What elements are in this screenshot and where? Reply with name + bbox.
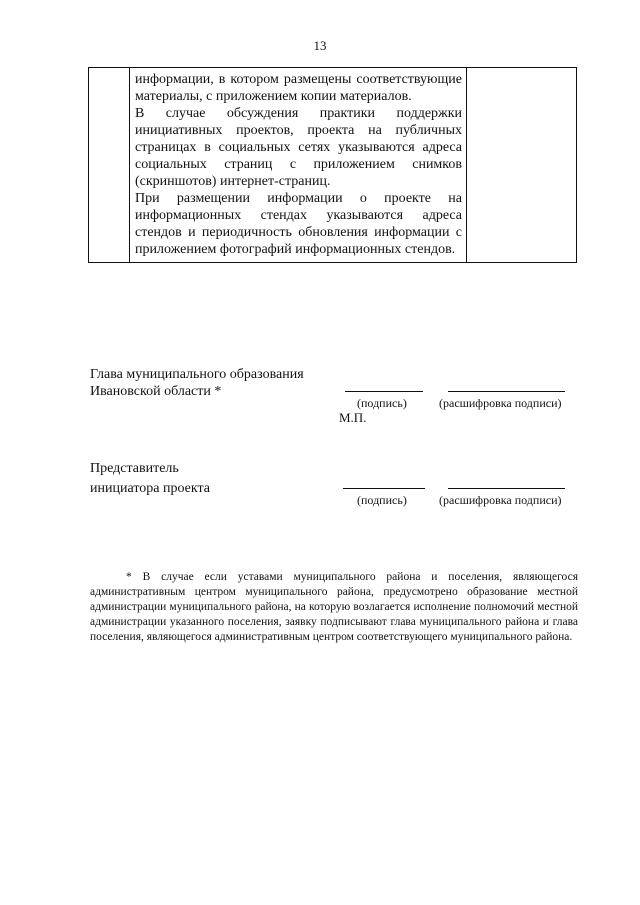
signer-title-line2: инициатора проекта — [90, 481, 210, 496]
table-cell-description — [130, 68, 467, 263]
stamp-placeholder: М.П. — [339, 410, 367, 425]
signature-caption: (подпись) — [357, 396, 407, 410]
table-cell-number — [89, 68, 130, 263]
signature-line — [343, 488, 425, 489]
table-cell-note — [467, 68, 577, 263]
signature-decoding-line — [448, 488, 565, 489]
signature-decoding-line — [448, 391, 565, 392]
page-number: 13 — [313, 38, 327, 53]
table-paragraph: В случае обсуждения практики поддержки инициативных проектов, проекта на публичных страницах в социальных сетях указываются адреса социальных страниц с приложением снимков (скриншотов) интернет-страниц. — [135, 106, 462, 189]
table-row — [89, 68, 577, 263]
signer-title-line2: Ивановской области * — [90, 384, 222, 399]
signature-line — [345, 391, 423, 392]
signature-decoding-caption: (расшифровка подписи) — [439, 396, 562, 410]
table-paragraph: информации, в котором размещены соответствующие материалы, с приложением копии материалов. — [135, 72, 462, 104]
signature-caption: (подпись) — [357, 493, 407, 507]
requirements-table — [88, 67, 577, 263]
footnote — [90, 570, 578, 645]
footnote-text: * В случае если уставами муниципального района и поселения, являющегося административным центром муниципального района, предусмотрено образование местной администрации муниципального района, на которую возлагается исполнение полномочий местной администрации указанного поселения, заявку подписывают глава муниципального района и глава поселения, являющегося административным центром соответствующего муниципального района. — [90, 571, 578, 643]
table-paragraph: При размещении информации о проекте на информационных стендах указываются адреса стендов и периодичность обновления информации с приложением фотографий информационных стендов. — [135, 191, 462, 257]
signer-title-line1: Глава муниципального образования — [90, 367, 304, 382]
signature-decoding-caption: (расшифровка подписи) — [439, 493, 562, 507]
signer-title-line1: Представитель — [90, 461, 179, 476]
